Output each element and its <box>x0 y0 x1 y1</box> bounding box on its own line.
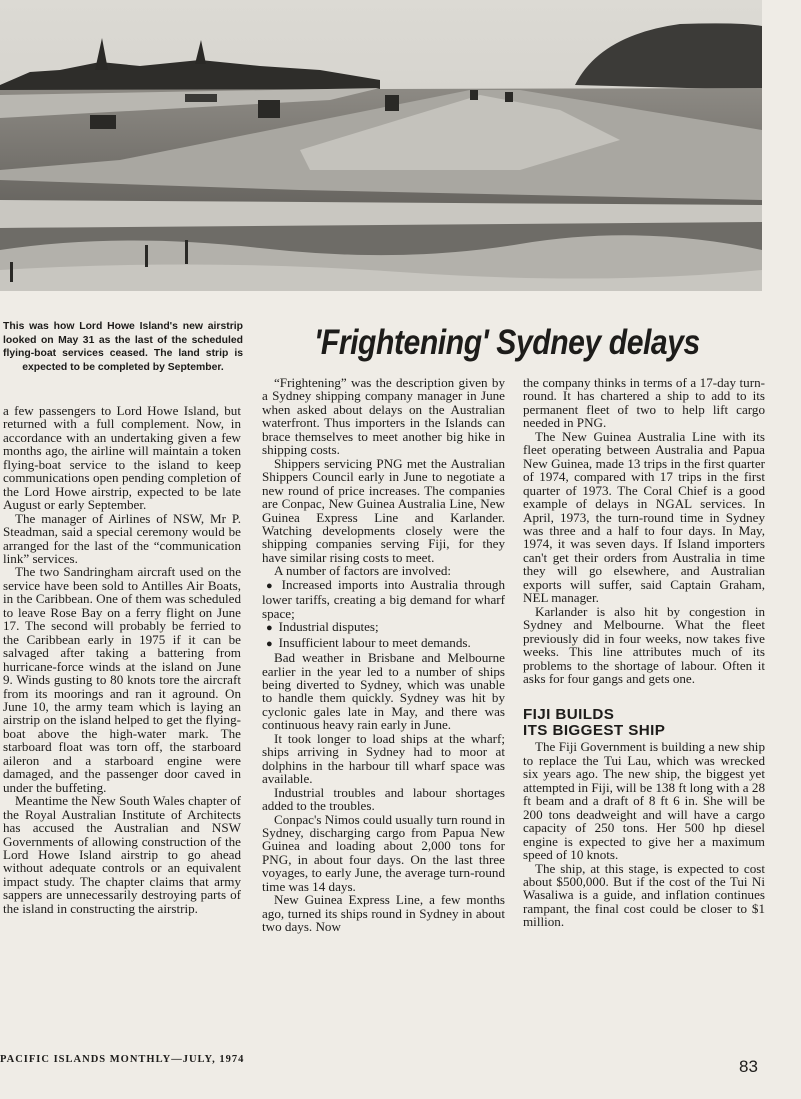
section-subheading <box>523 707 765 739</box>
column-3 <box>523 376 765 929</box>
airstrip-photo-image <box>0 0 762 291</box>
page-footer: PACIFIC ISLANDS MONTHLY—JULY, 1974 <box>0 1054 245 1065</box>
paragraph: Karlander is also hit by congestion in Sydney and Melbourne. What the fleet previously did in four weeks, now takes five weeks. This line attributes much of its problems to the shortage of labour. Often it asks for four gangs and gets one. <box>523 603 765 686</box>
subheading-line: ITS BIGGEST SHIP <box>523 722 666 740</box>
bullet-text: Increased imports into Australia through lower tariffs, creating a big demand for wharf space; <box>262 576 505 621</box>
subheading-line: FIJI BUILDS <box>523 706 615 724</box>
page-number: 83 <box>739 1057 758 1076</box>
paragraph: The New Guinea Australia Line with its fleet operating between Australia and Papua New Guinea, made 13 trips in the first quarter of 1974, compared with 17 trips in the first quarter of 1973. The Coral Chief is a good example of delays in NGAL services. In April, 1973, the turn-round time in Sydney was three and a half to four days. In May, 1974, it was seven days. If Island importers can't get their orders from Australia in time they will go elsewhere, and Australian exports will suffer, said Captain Graham, NEL manager. <box>523 428 765 606</box>
paragraph: Shippers servicing PNG met the Australian Shippers Council early in June to negotiate a new round of price increases. The companies are Conpac, New Guinea Australia Line, New Guinea Express Line and Karlander. Watching developments closely were the shipping companies serving Fiji, for they have similar rising costs to meet. <box>262 455 505 565</box>
bullet-text: Insufficient labour to meet demands. <box>278 634 471 650</box>
paragraph: Bad weather in Brisbane and Melbourne earlier in the year led to a number of ships being diverted to Sydney, which was unable to handle them quickly. Sydney was hit by cyclonic gales late in May, and there was continuous heavy rain early in June. <box>262 650 505 733</box>
bullet-item <box>262 636 505 651</box>
column-1 <box>3 404 241 915</box>
paragraph: Industrial troubles and labour shortages added to the troubles. <box>262 784 505 814</box>
column-2 <box>262 376 505 934</box>
article-headline: 'Frightening' Sydney delays <box>314 323 700 362</box>
bullet-item <box>262 578 505 620</box>
paragraph: a few passengers to Lord Howe Island, but returned with a full complement. Now, in accordance with an undertaking given a few months ago, the airline will maintain a token flying-boat service to the island to keep communications open pending completion of the Lord Howe airstrip, expected to be late August or early September. <box>3 403 241 513</box>
paragraph: Meantime the New South Wales chapter of the Royal Australian Institute of Architects has accused the Australian and NSW Governments of allowing construction of the Lord Howe Island airstrip to go ahead without adequate controls or an equivalent impact study. The chapter claims that army sappers are unnecessarily destroying parts of the island in constructing the airstrip. <box>3 793 241 916</box>
paragraph: Conpac's Nimos could usually turn round in Sydney, discharging cargo from Papua New Guinea and loading about 2,000 tons for PNG, in about four days. On the last three voyages, to early June, the average turn-round time was 14 days. <box>262 811 505 894</box>
paragraph: It took longer to load ships at the wharf; ships arriving in Sydney had to moor at dolphins in the harbour till wharf space was available. <box>262 730 505 787</box>
bullet-icon: ● <box>266 579 276 592</box>
paragraph: “Frightening” was the description given by a Sydney shipping company manager in June when asked about delays on the Australian waterfront. Thus importers in the Islands can brace themselves to meet another big hike in shipping costs. <box>262 375 505 458</box>
bullet-item <box>262 620 505 635</box>
paragraph: The manager of Airlines of NSW, Mr P. Steadman, said a special ceremony would be arranged for the last of the “communication link” services. <box>3 510 241 566</box>
paragraph: New Guinea Express Line, a few months ago, turned its ships round in Sydney in about two days. Now <box>262 892 505 935</box>
paragraph: The ship, at this stage, is expected to cost about $500,000. But if the cost of the Tui Ni Wasaliwa is a guide, and inflation continues rampant, the final cost could be closer to $1 million. <box>523 860 765 930</box>
paragraph: The Fiji Government is building a new ship to replace the Tui Lau, which was wrecked six years ago. The new ship, the biggest yet attempted in Fiji, will be 138 ft long with a 28 ft beam and a draft of 8 ft 6 in. She will be 200 tons deadweight and will have a cargo capacity of 250 tons. Her 500 hp diesel engine is expected to give her a maximum speed of 10 knots. <box>523 739 765 863</box>
bullet-icon: ● <box>266 637 273 650</box>
bullet-icon: ● <box>266 622 273 635</box>
bullet-text: Industrial disputes; <box>278 619 379 635</box>
paragraph: A number of factors are involved: <box>274 563 452 579</box>
airstrip-photo <box>0 0 762 291</box>
paragraph: The two Sandringham aircraft used on the service have been sold to Antilles Air Boats, in the Caribbean. One of them was scheduled to leave Rose Bay on a ferry flight on June 17. The second will probably be ferried to the Caribbean early in 1975 if it can be salvaged after taking a battering from hurricane-force winds at the island on June 9. Winds gusting to 80 knots tore the aircraft from its moorings and ran it aground. On June 10, the army team which is laying an airstrip on the island helped to get the flying-boat above the high-water mark. The starboard float was torn off, the starboard aileron and a starboard engine were damaged, and the passenger door caved in under the buffeting. <box>3 564 241 795</box>
photo-caption: This was how Lord Howe Island's new airstrip looked on May 31 as the last of the scheduled flying-boat services ceased. The land strip is expected to be completed by September. <box>3 321 243 373</box>
paragraph: the company thinks in terms of a 17-day turn-round. It has chartered a ship to add to its permanent fleet of two to help lift cargo needed in PNG. <box>523 375 765 431</box>
